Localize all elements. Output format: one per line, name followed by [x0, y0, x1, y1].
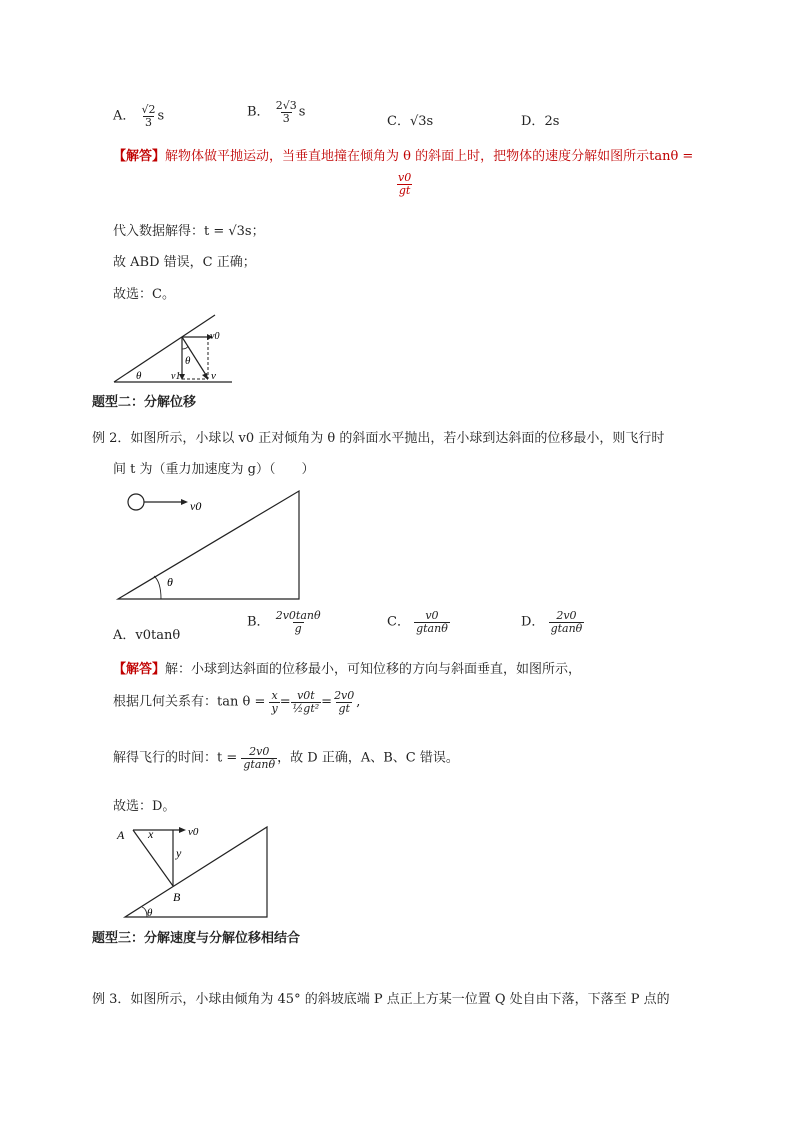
example3-line1: 例 3．如图所示，小球由倾角为 45° 的斜坡底端 P 点正上方某一位置 Q 处自由下落，下落至 P 点的 — [92, 992, 670, 1007]
velocity-decomposition-figure — [112, 313, 236, 385]
q1-solution-line1: 【解答】解物体做平抛运动，当垂直地撞在倾角为 θ 的斜面上时，把物体的速度分解如图所示tanθ = — [113, 149, 694, 164]
answer-tag: 【解答】 — [113, 662, 166, 677]
q2-solution-line4: 故选：D。 — [113, 799, 176, 814]
q1-solution-line3: 故 ABD 错误，C 正确； — [113, 255, 256, 270]
q2-option-a: A．v0tanθ — [113, 628, 181, 643]
label-v: v — [211, 370, 216, 382]
q2-solution-line3: 解得飞行的时间：t = $\frac{2v0}{gtan\theta}$ ，故 D 正确，A、B、C 错误。 — [113, 745, 459, 771]
label-v0: v0 — [190, 499, 202, 513]
section2-title: 题型二：分解位移 — [92, 395, 197, 410]
answer-tag: 【解答】 — [113, 149, 166, 164]
q2-option-d: D． $\frac{2v0}{gtan\theta}$ — [521, 609, 583, 635]
q1-solution-line2: 代入数据解得：t = √3s； — [113, 224, 265, 239]
q2-solution-line2: 根据几何关系有：tan θ = $\frac{x}{y}$ = $\frac{v0t}{\text{½gt²}}$ = $\frac{2v0}{gt}$ , — [113, 689, 361, 715]
q1-option-d: D．2s — [521, 114, 560, 129]
section3-title: 题型三：分解速度与分解位移相结合 — [92, 931, 301, 946]
q1-solution-line4: 故选：C。 — [113, 287, 175, 302]
q1-solution-fraction: $\frac{v0}{gt}$ — [398, 171, 412, 197]
q1-option-b: B． $\frac{2√3}{3}$ s — [247, 99, 306, 125]
q2-option-c: C． $\frac{v0}{gtan\theta}$ — [387, 609, 448, 635]
example2-line2: 间 t 为（重力加速度为 g）（ ） — [113, 462, 315, 477]
q2-option-b: B． $\frac{2v0\tan\theta}{g}$ — [247, 609, 321, 635]
label-A: A — [117, 828, 125, 842]
label-v0: v0 — [188, 826, 199, 838]
label-theta-base: θ — [136, 370, 142, 382]
label-v0: v0 — [210, 331, 220, 342]
q1-option-a: A． $\frac{√2}{3}$ s — [113, 103, 165, 129]
incline-ball-figure — [115, 488, 303, 603]
ball-circle — [128, 494, 144, 510]
label-B: B — [173, 890, 181, 904]
q1-option-c: C．√3s — [387, 114, 434, 129]
label-x: x — [148, 827, 154, 841]
label-v1: v1 — [171, 371, 181, 382]
example2-line1: 例 2．如图所示，小球以 v0 正对倾角为 θ 的斜面水平抛出，若小球到达斜面的位移最小，则飞行时 — [92, 431, 665, 446]
label-theta: θ — [147, 907, 153, 919]
displacement-decomposition-figure — [113, 821, 273, 921]
label-theta: θ — [167, 575, 173, 589]
label-theta-vertex: θ — [185, 355, 191, 367]
q2-solution-line1: 【解答】解：小球到达斜面的位移最小，可知位移的方向与斜面垂直，如图所示， — [113, 662, 582, 677]
label-y: y — [176, 846, 182, 860]
